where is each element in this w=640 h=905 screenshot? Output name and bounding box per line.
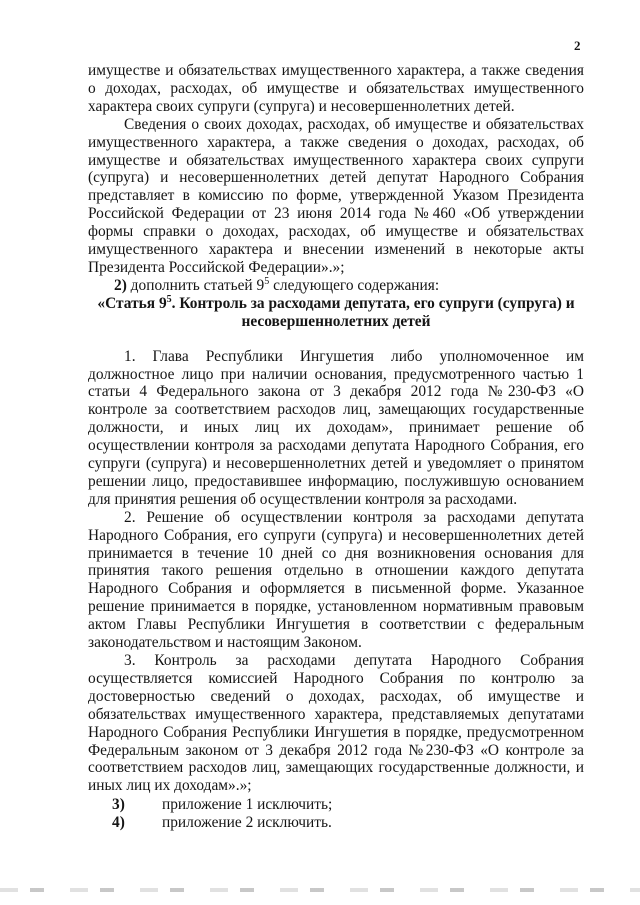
paragraph-income-info: Сведения о своих доходах, расходах, об имуществе и обязательствах имущественного характера, а также сведения о доходах, расходах, об имуществе и обязательствах имущественного характера своих супруги (супруга) и несовершеннолетних детей депутат Народного Собрания представляет в комиссию по форме, утвержденной Указом Президента Российской Федерации от 23 июня 2014 года №460 «Об утверждении формы справки о доходах, расходах, об имуществе и обязательствах имущественного характера и внесении изменений в некоторые акты Президента Российской Федерации».»;	[88, 115, 584, 276]
amendment-text-end: следующего содержания:	[269, 276, 440, 294]
item-text: приложение 1 исключить;	[162, 796, 333, 814]
superscript: 5	[264, 275, 270, 287]
page-number: 2	[574, 38, 581, 53]
document-body	[88, 62, 584, 832]
paragraph-continuation: имуществе и обязательствах имущественного характера, а также сведения о доходах, расходах, об имуществе и обязательствах имущественного характера своих супруги (супруга) и несовершеннолетних детей.	[88, 62, 584, 115]
item-text: приложение 2 исключить.	[162, 814, 332, 832]
list-item	[88, 796, 584, 814]
item-number: 3)	[112, 796, 125, 814]
article-heading	[88, 295, 584, 331]
item-number: 4)	[112, 814, 125, 832]
article-title: . Контроль за расходами депутата, его супруги (супруга) и несовершеннолетних детей	[171, 294, 575, 330]
amendment-2	[88, 277, 584, 295]
point-1: 1. Глава Республики Ингушетия либо уполномоченное им должностное лицо при наличии основания, предусмотренного частью 1 статьи 4 Федерального закона от 3 декабря 2012 года №230-ФЗ «О контроле за соответствием расходов лиц, замещающих государственные должности, и иных лиц их доходам», принимает решение об осуществлении контроля за расходами депутата Народного Собрания, его супруги (супруга) и несовершеннолетних детей и уведомляет о принятом решении лицо, предоставившее информацию, послужившую основанием для принятия решения об осуществлении контроля за расходами.	[88, 347, 584, 508]
list-item	[88, 814, 584, 832]
amendment-number: 2)	[114, 276, 127, 294]
point-3: 3. Контроль за расходами депутата Народного Собрания осуществляется комиссией Народного Собрания по контролю за достоверностью сведений о доходах, расходах, об имуществе и обязательствах имущественного характера, представляемых депутатами Народного Собрания Республики Ингушетия в порядке, предусмотренном Федеральным законом от 3 декабря 2012 года №230-ФЗ «О контроле за соответствием расходов лиц, замещающих государственные должности, и иных лиц их доходам».»;	[88, 652, 584, 795]
article-superscript: 5	[166, 293, 172, 305]
item-list	[88, 796, 584, 832]
article-prefix: «Статья 9	[97, 294, 167, 312]
scan-edge-artifact	[0, 888, 640, 892]
point-2: 2. Решение об осуществлении контроля за расходами депутата Народного Собрания, его супруги (супруга) и несовершеннолетних детей принимается в течение 10 дней со дня возникновения основания для принятия такого решения отдельно в отношении каждого депутата Народного Собрания и оформляется в письменной форме. Указанное решение принимается в порядке, установленном нормативным правовым актом Главы Республики Ингушетия в соответствии с федеральным законодательством и настоящим Законом.	[88, 508, 584, 652]
amendment-text: дополнить статьей 9	[126, 276, 265, 294]
